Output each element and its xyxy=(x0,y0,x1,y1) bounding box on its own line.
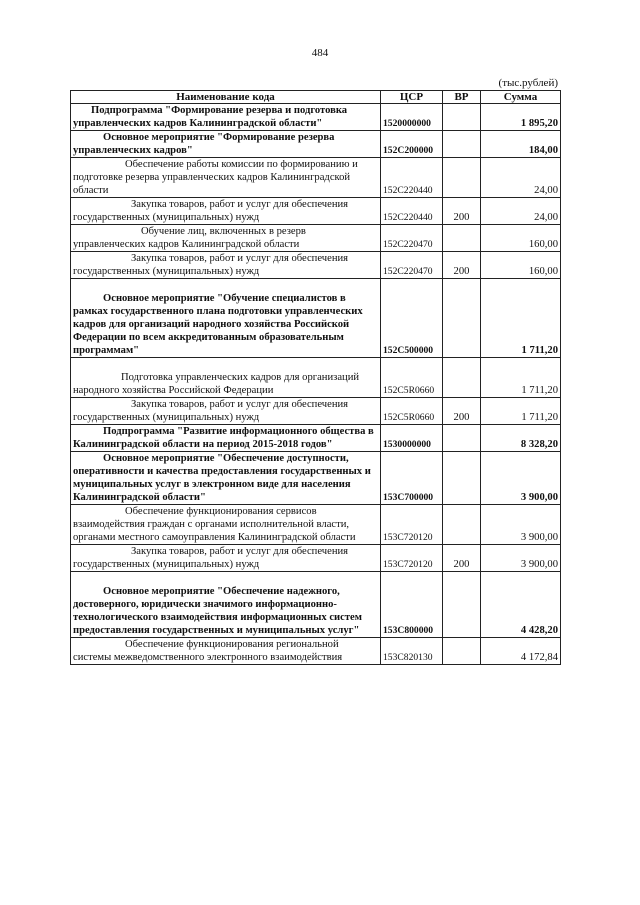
table-row xyxy=(71,198,561,225)
row-csr: 153С820130 xyxy=(381,638,443,665)
row-name: Основное мероприятие "Обучение специалистов в рамках государственного плана подготовки управленческих кадров для организаций народного хозяйства Российской Федерации по всем аккредитованным образовательным программам" xyxy=(71,279,381,358)
row-name: Обучение лиц, включенных в резерв управленческих кадров Калининградской области xyxy=(71,225,381,252)
row-csr: 152С500000 xyxy=(381,279,443,358)
header-sum: Сумма xyxy=(481,91,561,104)
row-name: Основное мероприятие "Обеспечение доступности, оперативности и качества предоставления государственных и муниципальных услуг в электронном виде для населения Калининградской области" xyxy=(71,452,381,505)
row-sum: 160,00 xyxy=(481,225,561,252)
row-vr: 200 xyxy=(443,252,481,279)
row-sum: 4 172,84 xyxy=(481,638,561,665)
row-csr: 152С5R0660 xyxy=(381,398,443,425)
row-csr: 153С800000 xyxy=(381,572,443,638)
row-sum: 3 900,00 xyxy=(481,452,561,505)
row-name: Основное мероприятие "Формирование резерва управленческих кадров" xyxy=(71,131,381,158)
row-sum: 1 895,20 xyxy=(481,104,561,131)
table-row xyxy=(71,425,561,452)
row-vr: 200 xyxy=(443,398,481,425)
row-name: Закупка товаров, работ и услуг для обеспечения государственных (муниципальных) нужд xyxy=(71,252,381,279)
row-sum: 24,00 xyxy=(481,158,561,198)
row-name: Подготовка управленческих кадров для организаций народного хозяйства Российской Федерации xyxy=(71,358,381,398)
row-vr xyxy=(443,225,481,252)
table-row xyxy=(71,398,561,425)
row-name: Основное мероприятие "Обеспечение надежного, достоверного, юридически значимого информационно-технологического взаимодействия информационных систем предоставления государственных и муниципальных услуг" xyxy=(71,572,381,638)
row-csr: 153С720120 xyxy=(381,545,443,572)
row-sum: 8 328,20 xyxy=(481,425,561,452)
row-csr: 153С700000 xyxy=(381,452,443,505)
table-row xyxy=(71,452,561,505)
row-vr xyxy=(443,452,481,505)
row-name: Обеспечение функционирования региональной системы межведомственного электронного взаимодействия xyxy=(71,638,381,665)
row-sum: 3 900,00 xyxy=(481,505,561,545)
table-row xyxy=(71,505,561,545)
row-csr: 152С200000 xyxy=(381,131,443,158)
table-header-row xyxy=(71,91,561,104)
row-vr xyxy=(443,505,481,545)
table-row xyxy=(71,252,561,279)
table-row xyxy=(71,158,561,198)
row-sum: 24,00 xyxy=(481,198,561,225)
row-name: Закупка товаров, работ и услуг для обеспечения государственных (муниципальных) нужд xyxy=(71,198,381,225)
row-csr: 152С220470 xyxy=(381,225,443,252)
row-vr: 200 xyxy=(443,198,481,225)
row-csr: 1520000000 xyxy=(381,104,443,131)
row-csr: 152С5R0660 xyxy=(381,358,443,398)
row-sum: 4 428,20 xyxy=(481,572,561,638)
row-name: Подпрограмма "Формирование резерва и подготовка управленческих кадров Калининградской области" xyxy=(71,104,381,131)
table-row xyxy=(71,545,561,572)
table-row xyxy=(71,638,561,665)
table-row xyxy=(71,225,561,252)
row-csr: 152С220440 xyxy=(381,158,443,198)
row-vr xyxy=(443,279,481,358)
row-vr xyxy=(443,425,481,452)
row-name: Обеспечение работы комиссии по формированию и подготовке резерва управленческих кадров Калининградской области xyxy=(71,158,381,198)
row-vr xyxy=(443,131,481,158)
row-csr: 153С720120 xyxy=(381,505,443,545)
row-sum: 3 900,00 xyxy=(481,545,561,572)
row-sum: 160,00 xyxy=(481,252,561,279)
row-vr xyxy=(443,572,481,638)
row-vr xyxy=(443,104,481,131)
row-sum: 1 711,20 xyxy=(481,358,561,398)
table-row xyxy=(71,131,561,158)
row-name: Закупка товаров, работ и услуг для обеспечения государственных (муниципальных) нужд xyxy=(71,398,381,425)
row-csr: 152С220440 xyxy=(381,198,443,225)
header-csr: ЦСР xyxy=(381,91,443,104)
row-sum: 1 711,20 xyxy=(481,398,561,425)
row-name: Закупка товаров, работ и услуг для обеспечения государственных (муниципальных) нужд xyxy=(71,545,381,572)
table-row xyxy=(71,358,561,398)
row-vr xyxy=(443,358,481,398)
row-sum: 1 711,20 xyxy=(481,279,561,358)
row-name: Обеспечение функционирования сервисов взаимодействия граждан с органами исполнительной власти, органами местного самоуправления Калининградской области xyxy=(71,505,381,545)
row-csr: 1530000000 xyxy=(381,425,443,452)
row-csr: 152С220470 xyxy=(381,252,443,279)
row-vr xyxy=(443,158,481,198)
table-row xyxy=(71,572,561,638)
page-number: 484 xyxy=(311,47,329,59)
row-sum: 184,00 xyxy=(481,131,561,158)
table-row xyxy=(71,279,561,358)
row-name: Подпрограмма "Развитие информационного общества в Калининградской области на период 2015-2018 годов" xyxy=(71,425,381,452)
row-vr xyxy=(443,638,481,665)
row-vr: 200 xyxy=(443,545,481,572)
header-vr: ВР xyxy=(443,91,481,104)
units-label: (тыс.рублей) xyxy=(498,77,558,89)
budget-table xyxy=(70,90,561,665)
header-name: Наименование кода xyxy=(71,91,381,104)
table-row xyxy=(71,104,561,131)
